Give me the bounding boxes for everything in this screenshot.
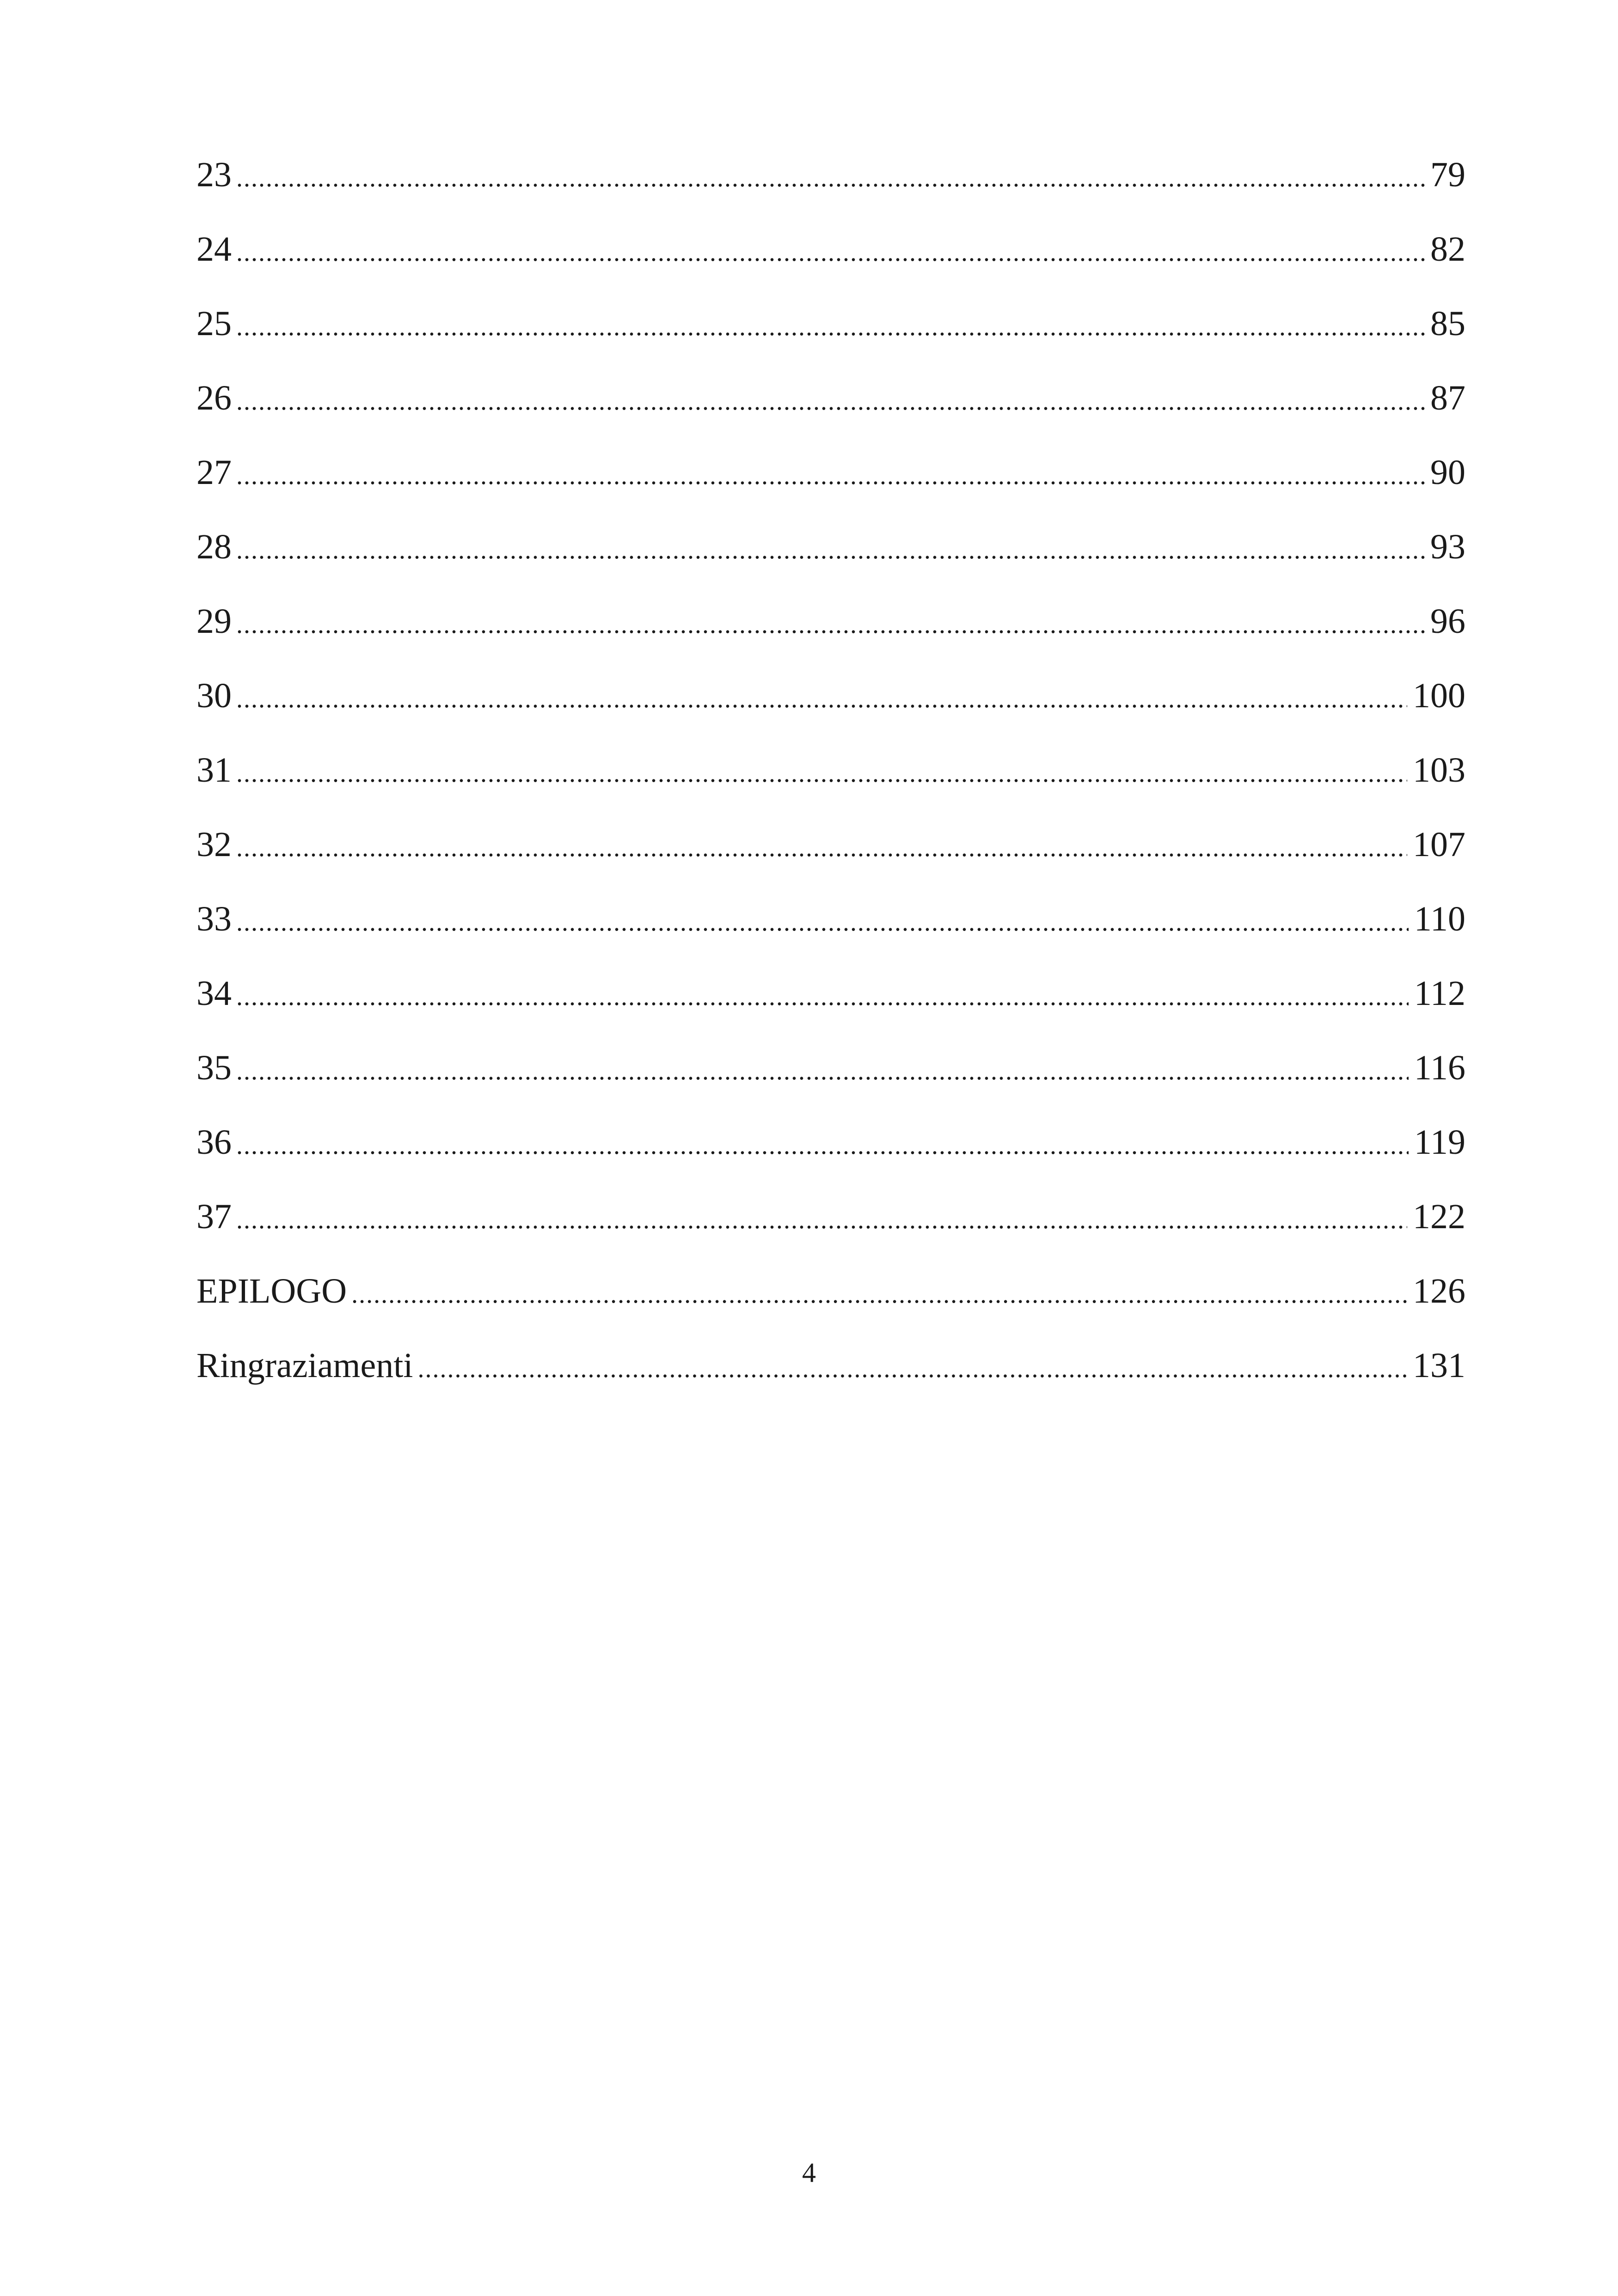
dot-leader: [236, 373, 1425, 429]
toc-entry[interactable]: [196, 147, 1465, 221]
toc-entry-label: Ringraziamenti: [196, 1346, 413, 1385]
toc-entry[interactable]: [196, 519, 1465, 594]
toc-entry[interactable]: [196, 1040, 1465, 1114]
toc-entry[interactable]: [196, 1114, 1465, 1189]
dot-leader: [236, 894, 1409, 950]
toc-entry-page: 79: [1430, 155, 1465, 194]
dot-leader: [236, 448, 1425, 503]
toc-entry-label: 24: [196, 230, 232, 269]
dot-leader: [236, 522, 1425, 578]
toc-entry-page: 116: [1414, 1048, 1465, 1087]
toc-entry-page: 126: [1413, 1272, 1465, 1310]
toc-entry-page: 93: [1430, 527, 1465, 566]
toc-entry-page: 119: [1414, 1123, 1465, 1162]
toc-entry[interactable]: [196, 966, 1465, 1040]
toc-entry-label: 27: [196, 453, 232, 492]
toc-entry-label: 33: [196, 900, 232, 938]
dot-leader: [236, 597, 1425, 652]
table-of-contents: [196, 147, 1465, 1412]
toc-entry-page: 107: [1413, 825, 1465, 864]
toc-entry[interactable]: [196, 445, 1465, 519]
dot-leader: [351, 1267, 1407, 1322]
toc-entry[interactable]: [196, 594, 1465, 668]
toc-entry[interactable]: [196, 221, 1465, 296]
toc-entry-page: 131: [1413, 1346, 1465, 1385]
page-number: 4: [802, 2157, 816, 2188]
toc-entry-label: 35: [196, 1048, 232, 1087]
toc-entry[interactable]: [196, 1263, 1465, 1338]
toc-entry-label: 37: [196, 1197, 232, 1236]
toc-entry-page: 112: [1414, 974, 1465, 1013]
toc-entry-page: 96: [1430, 602, 1465, 641]
dot-leader: [236, 969, 1409, 1024]
dot-leader: [236, 671, 1407, 727]
toc-entry[interactable]: [196, 370, 1465, 445]
dot-leader: [236, 820, 1407, 876]
toc-entry-label: 29: [196, 602, 232, 641]
toc-entry-page: 90: [1430, 453, 1465, 492]
toc-entry-label: 23: [196, 155, 232, 194]
toc-entry[interactable]: [196, 742, 1465, 817]
toc-entry-page: 110: [1414, 900, 1465, 938]
toc-entry[interactable]: [196, 1338, 1465, 1412]
dot-leader: [236, 1043, 1409, 1099]
toc-entry-page: 122: [1413, 1197, 1465, 1236]
toc-entry-page: 85: [1430, 304, 1465, 343]
toc-entry[interactable]: [196, 1189, 1465, 1263]
dot-leader: [236, 150, 1425, 206]
toc-entry-label: 25: [196, 304, 232, 343]
toc-entry-page: 103: [1413, 751, 1465, 790]
dot-leader: [236, 1118, 1409, 1173]
toc-entry-page: 87: [1430, 379, 1465, 417]
toc-entry-label: 30: [196, 676, 232, 715]
dot-leader: [236, 299, 1425, 355]
dot-leader: [236, 746, 1407, 801]
dot-leader: [236, 1192, 1407, 1248]
toc-entry-label: 36: [196, 1123, 232, 1162]
dot-leader: [418, 1341, 1407, 1396]
toc-entry[interactable]: [196, 891, 1465, 966]
toc-entry-page: 82: [1430, 230, 1465, 269]
dot-leader: [236, 225, 1425, 280]
toc-entry[interactable]: [196, 296, 1465, 370]
toc-entry-label: 34: [196, 974, 232, 1013]
toc-entry-label: EPILOGO: [196, 1272, 347, 1310]
toc-entry-label: 26: [196, 379, 232, 417]
toc-entry-label: 32: [196, 825, 232, 864]
toc-entry[interactable]: [196, 668, 1465, 742]
toc-entry-label: 28: [196, 527, 232, 566]
toc-entry-page: 100: [1413, 676, 1465, 715]
toc-entry[interactable]: [196, 817, 1465, 891]
toc-entry-label: 31: [196, 751, 232, 790]
